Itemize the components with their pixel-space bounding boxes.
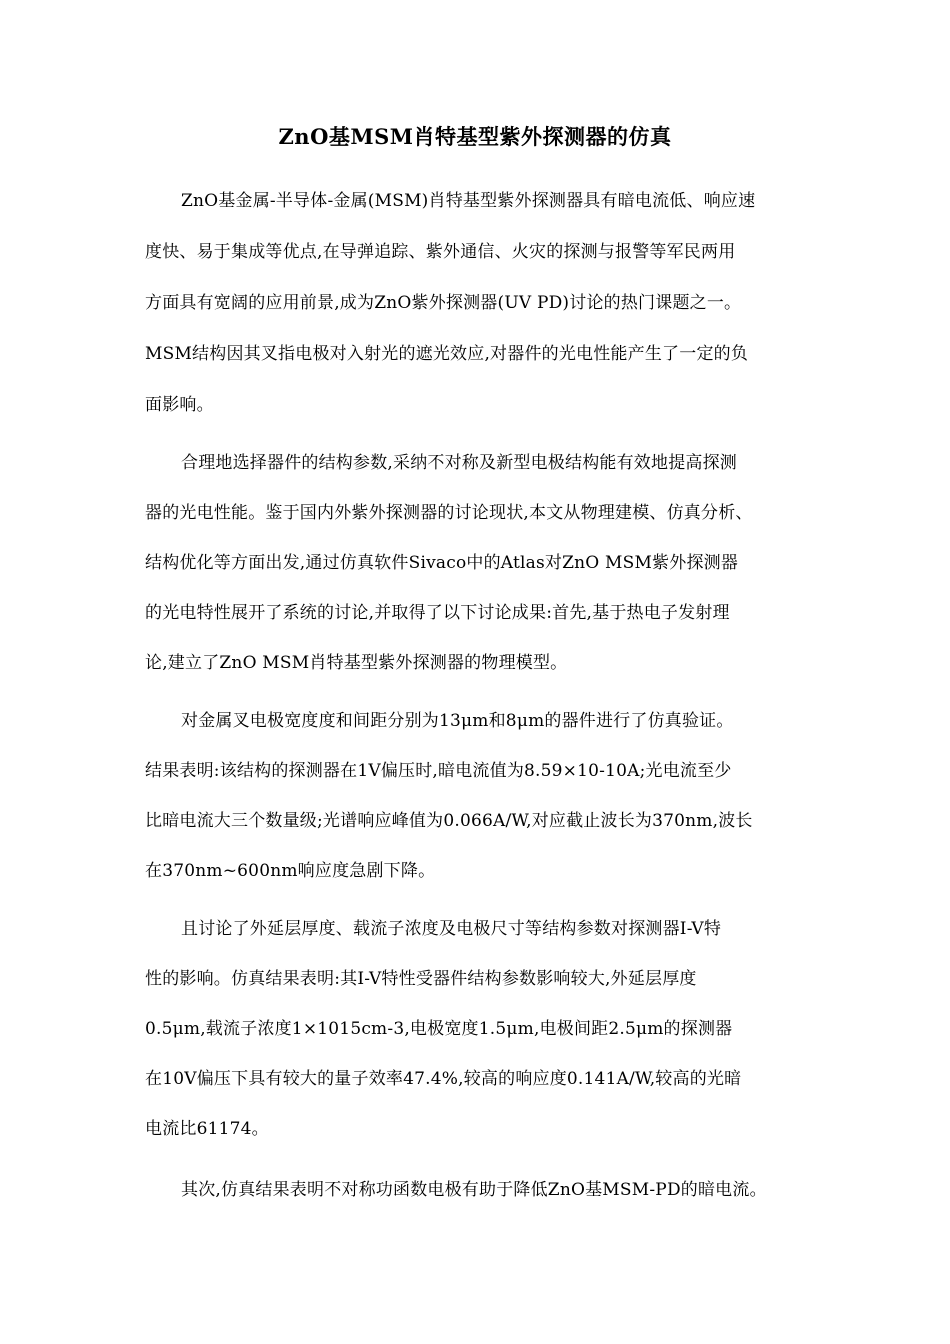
paragraph-4-line-5: 电流比61174。 (145, 1119, 269, 1139)
paragraph-2-line-4: 的光电特性展开了系统的讨论,并取得了以下讨论成果:首先,基于热电子发射理 (145, 603, 730, 623)
paragraph-2-line-1: 合理地选择器件的结构参数,采纳不对称及新型电极结构能有效地提高探测 (181, 453, 738, 473)
paragraph-1-line-3: 方面具有宽阔的应用前景,成为ZnO紫外探测器(UV PD)讨论的热门课题之一。 (145, 293, 742, 313)
paragraph-4-line-4: 在10V偏压下具有较大的量子效率47.4%,较高的响应度0.141A/W,较高的光暗 (145, 1069, 742, 1089)
paragraph-2-line-3: 结构优化等方面出发,通过仿真软件Sivaco中的Atlas对ZnO MSM紫外探测器 (145, 553, 739, 573)
paragraph-3-line-4: 在370nm~600nm响应度急剧下降。 (145, 861, 436, 881)
paragraph-3-line-1: 对金属叉电极宽度度和间距分别为13μm和8μm的器件进行了仿真验证。 (181, 711, 734, 731)
paragraph-1-line-4: MSM结构因其叉指电极对入射光的遮光效应,对器件的光电性能产生了一定的负 (145, 344, 749, 364)
paragraph-2-line-2: 器的光电性能。鉴于国内外紫外探测器的讨论现状,本文从物理建模、仿真分析、 (145, 503, 753, 523)
paragraph-1-line-2: 度快、易于集成等优点,在导弹追踪、紫外通信、火灾的探测与报警等军民两用 (145, 242, 736, 262)
paragraph-1-line-5: 面影响。 (145, 395, 214, 415)
paragraph-2-line-5: 论,建立了ZnO MSM肖特基型紫外探测器的物理模型。 (145, 653, 568, 673)
paragraph-5-line-1: 其次,仿真结果表明不对称功函数电极有助于降低ZnO基MSM-PD的暗电流。 (181, 1180, 767, 1200)
document-title: ZnO基MSM肖特基型紫外探测器的仿真 (278, 124, 672, 149)
paragraph-3-line-2: 结果表明:该结构的探测器在1V偏压时,暗电流值为8.59×10-10A;光电流至少 (145, 761, 732, 781)
paragraph-4-line-2: 性的影响。仿真结果表明:其I-V特性受器件结构参数影响较大,外延层厚度 (145, 969, 697, 989)
paragraph-1-line-1: ZnO基金属-半导体-金属(MSM)肖特基型紫外探测器具有暗电流低、响应速 (181, 191, 756, 211)
paragraph-3-line-3: 比暗电流大三个数量级;光谱响应峰值为0.066A/W,对应截止波长为370nm,波长 (145, 811, 753, 831)
paragraph-4-line-3: 0.5μm,载流子浓度1×1015cm-3,电极宽度1.5μm,电极间距2.5μm的探测器 (145, 1019, 733, 1039)
paragraph-4-line-1: 且讨论了外延层厚度、载流子浓度及电极尺寸等结构参数对探测器I-V特 (181, 919, 722, 939)
